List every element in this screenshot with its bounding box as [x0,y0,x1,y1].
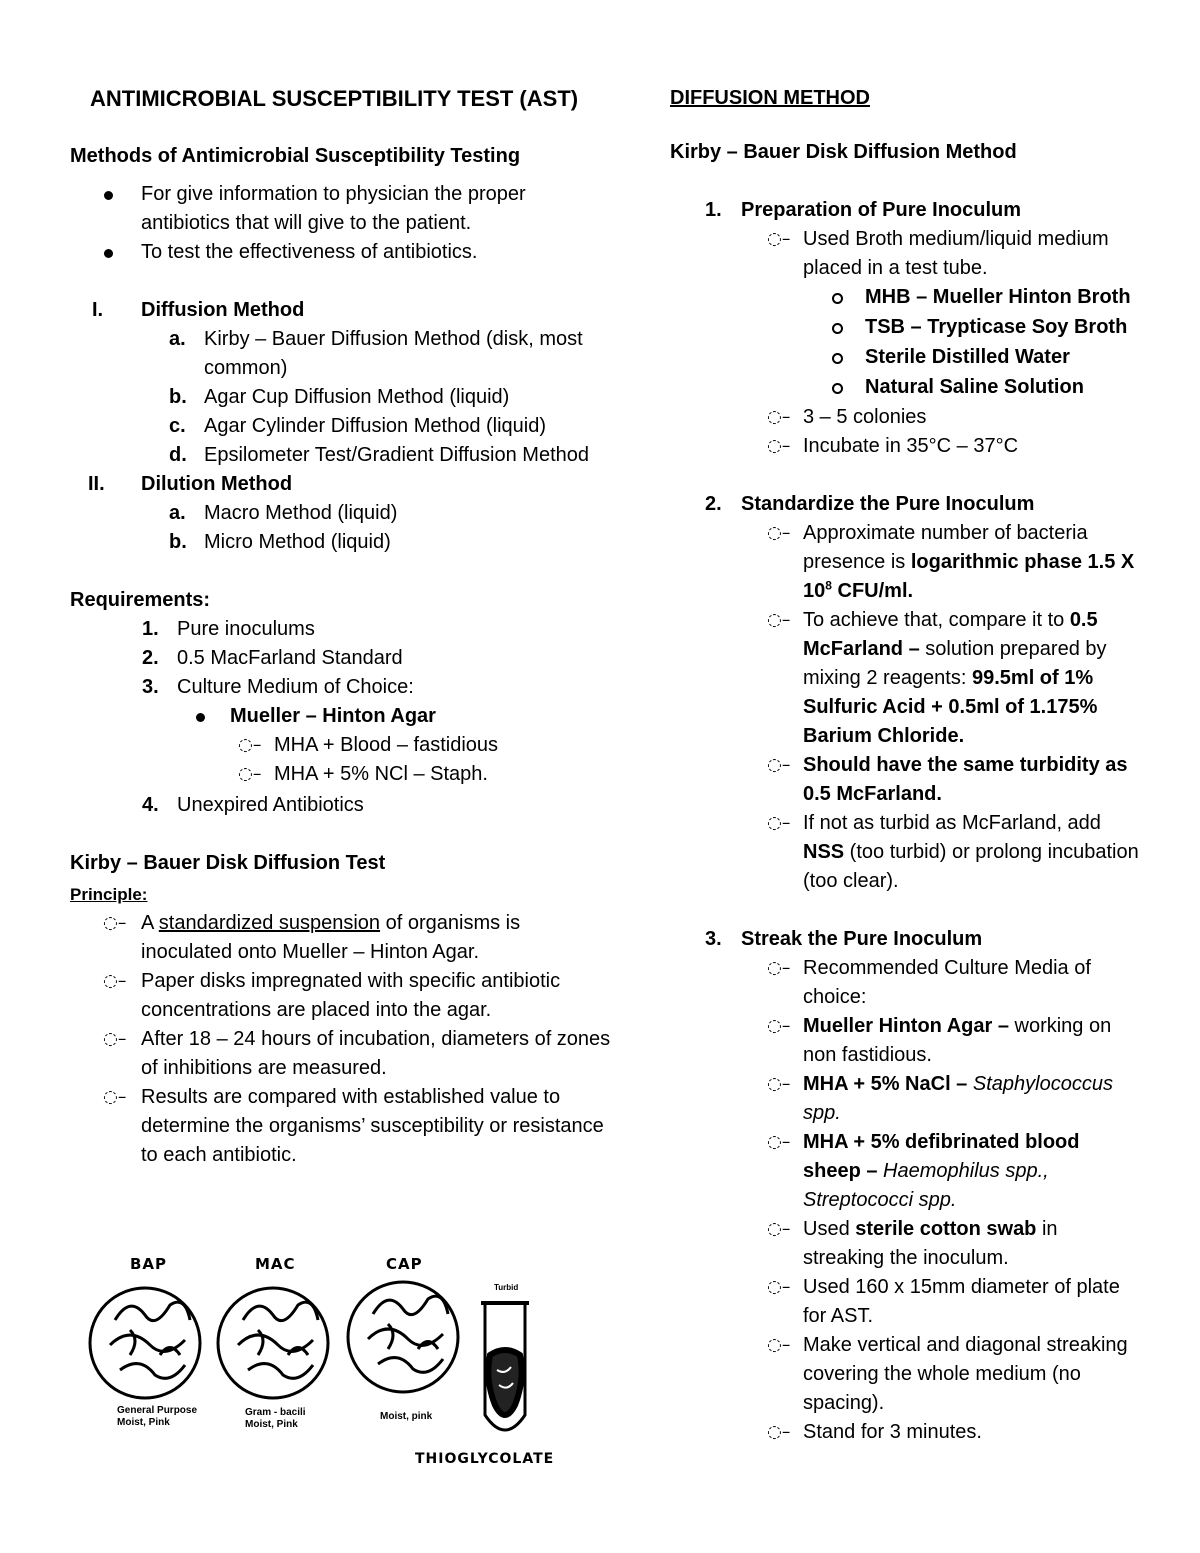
list-item: ◌– MHA + 5% NaCl – Staphylococcus spp. [767,1070,1140,1128]
mac-plate-icon [218,1288,328,1398]
list-item: ◌– If not as turbid as McFarland, add NSS (too turbid) or prolong incubation (too clear). [767,809,1140,896]
list-item: 2. 0.5 MacFarland Standard [142,647,403,669]
dashed-circle-bullet-icon: ◌– [767,436,791,456]
list-item: MHB – Mueller Hinton Broth [832,283,1140,313]
circle-bullet-icon [832,323,843,334]
dashed-circle-bullet-icon: ◌– [767,1335,791,1355]
list-item: Sterile Distilled Water [832,343,1140,373]
dashed-circle-bullet-icon: ◌– [767,755,791,775]
list-item: ◌– MHA + 5% defibrinated blood sheep – Haemophilus spp., Streptococci spp. [767,1128,1140,1215]
requirements-heading: Requirements: [70,589,211,611]
bullet-icon [196,713,205,722]
list-item: ◌– Approximate number of bacteria presence is logarithmic phase 1.5 X $10^8$ CFU/ml. [767,519,1140,606]
dashed-circle-bullet-icon: ◌– [767,610,791,630]
list-item: To test the effectiveness of antibiotics. [104,238,615,267]
dashed-circle-bullet-icon: ◌– [767,1016,791,1036]
bullet-icon [104,249,113,258]
list-item: ◌– A standardized suspension of organisms is inoculated onto Mueller – Hinton Agar. [103,909,615,967]
list-item: Mueller – Hinton Agar [196,702,615,731]
list-item: ◌– Make vertical and diagonal streaking covering the whole medium (no spacing). [767,1331,1140,1418]
methods-heading: Methods of Antimicrobial Susceptibility Testing [70,145,521,167]
dashed-circle-bullet-icon: ◌– [103,971,127,991]
list-item: 3. Culture Medium of Choice: [142,676,414,698]
list-item: d. Epsilometer Test/Gradient Diffusion Method [169,444,590,466]
list-item: ◌– Results are compared with established value to determine the organisms’ susceptibility or resistance to each antibiotic. [103,1083,615,1170]
list-item: ◌– Used Broth medium/liquid medium placed in a test tube. [767,225,1140,283]
mac-label: MAC [255,1255,296,1273]
thioglycolate-tube-icon [481,1303,529,1430]
list-item: ◌– Should have the same turbidity as 0.5 McFarland. [767,751,1140,809]
list-item: ◌– Used sterile cotton swab in streaking the inoculum. [767,1215,1140,1273]
dilution-method-heading: II. Dilution Method [88,473,293,495]
dashed-circle-bullet-icon: ◌– [767,1132,791,1152]
list-item: b. Agar Cup Diffusion Method (liquid) [169,386,510,408]
turbid-label: Turbid [494,1283,519,1292]
list-item: a. Macro Method (liquid) [169,502,398,524]
dashed-circle-bullet-icon: ◌– [767,1422,791,1442]
dashed-circle-bullet-icon: ◌– [767,229,791,249]
diffusion-method-title: DIFFUSION METHOD [670,87,870,109]
circle-bullet-icon [832,383,843,394]
list-item: b. Micro Method (liquid) [169,531,391,553]
list-item: a. Kirby – Bauer Diffusion Method (disk, most common) [169,328,583,379]
list-item: ◌– MHA + Blood – fastidious [238,731,615,760]
left-column [70,84,615,1170]
bap-plate-icon [90,1288,200,1398]
list-item: ◌– Recommended Culture Media of choice: [767,954,1140,1012]
circle-bullet-icon [832,353,843,364]
list-item: ◌– 3 – 5 colonies [767,403,1140,432]
mac-caption: Gram - bacili Moist, Pink [245,1407,306,1430]
principle-label: Principle: [70,885,148,904]
dashed-circle-bullet-icon: ◌– [767,407,791,427]
dashed-circle-bullet-icon: ◌– [103,913,127,933]
list-item: ◌– Paper disks impregnated with specific antibiotic concentrations are placed into the agar. [103,967,615,1025]
dashed-circle-bullet-icon: ◌– [767,523,791,543]
dashed-circle-bullet-icon: ◌– [103,1029,127,1049]
list-item: ◌– To achieve that, compare it to 0.5 McFarland – solution prepared by mixing 2 reagents: 99.5ml of 1% Sulfuric Acid + 0.5ml of 1.175% Barium Chloride. [767,606,1140,751]
list-item: ◌– MHA + 5% NCl – Staph. [238,760,615,789]
step-3-heading: 3. Streak the Pure Inoculum [705,928,983,950]
bullet-icon [104,191,113,200]
step-2-heading: 2. Standardize the Pure Inoculum [705,493,1035,515]
list-item: ◌– Mueller Hinton Agar – working on non fastidious. [767,1012,1140,1070]
list-item: For give information to physician the proper antibiotics that will give to the patient. [104,180,615,238]
dashed-circle-bullet-icon: ◌– [767,813,791,833]
dashed-circle-bullet-icon: ◌– [767,1277,791,1297]
list-item: TSB – Trypticase Soy Broth [832,313,1140,343]
dashed-circle-bullet-icon: ◌– [238,764,262,784]
list-item: ◌– Stand for 3 minutes. [767,1418,1140,1447]
bap-caption: General Purpose Moist, Pink [117,1405,198,1428]
plates-drawing [85,1245,585,1475]
cap-caption: Moist, pink [380,1411,433,1422]
dashed-circle-bullet-icon: ◌– [103,1087,127,1107]
dashed-circle-bullet-icon: ◌– [767,1074,791,1094]
dashed-circle-bullet-icon: ◌– [238,735,262,755]
list-item: 1. Pure inoculums [142,618,315,640]
dashed-circle-bullet-icon: ◌– [767,1219,791,1239]
list-item: Natural Saline Solution [832,373,1140,403]
step-1-heading: 1. Preparation of Pure Inoculum [705,199,1022,221]
circle-bullet-icon [832,293,843,304]
list-item: ◌– Incubate in 35°C – 37°C [767,432,1140,461]
bap-label: BAP [130,1255,168,1273]
cap-label: CAP [386,1255,423,1273]
culture-media-figure [85,1245,585,1475]
thioglycolate-label: THIOGLYCOLATE [415,1451,555,1467]
list-item: c. Agar Cylinder Diffusion Method (liquid) [169,415,547,437]
dashed-circle-bullet-icon: ◌– [767,958,791,978]
list-item: ◌– Used 160 x 15mm diameter of plate for AST. [767,1273,1140,1331]
page-title: ANTIMICROBIAL SUSCEPTIBILITY TEST (AST) [90,86,579,111]
kb-method-heading: Kirby – Bauer Disk Diffusion Method [670,141,1017,163]
right-column [670,84,1140,1447]
kb-test-heading: Kirby – Bauer Disk Diffusion Test [70,852,386,874]
list-item: ◌– After 18 – 24 hours of incubation, diameters of zones of inhibitions are measured. [103,1025,615,1083]
cap-plate-icon [348,1282,458,1392]
list-item: 4. Unexpired Antibiotics [142,794,364,816]
diffusion-method-heading: I. Diffusion Method [92,299,305,321]
